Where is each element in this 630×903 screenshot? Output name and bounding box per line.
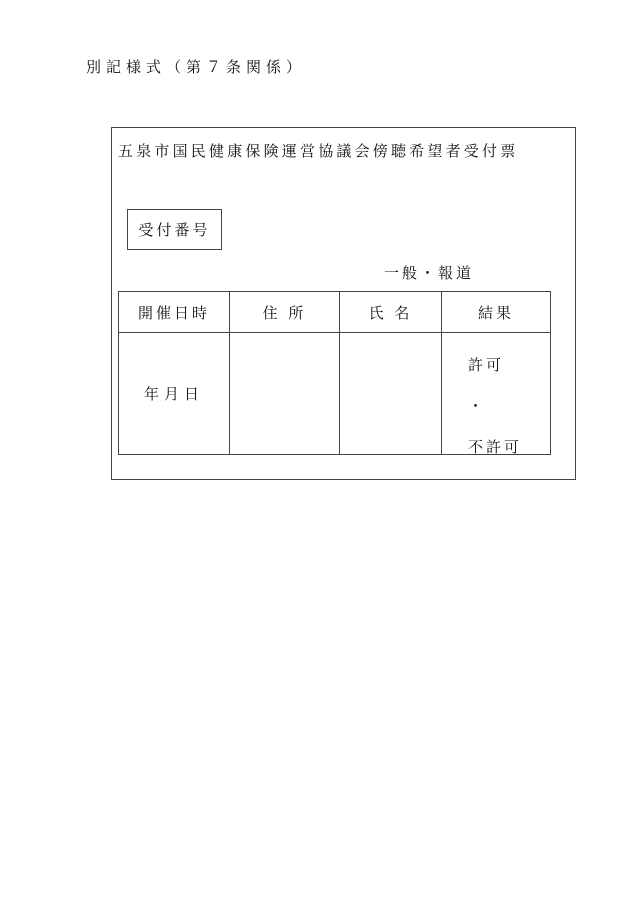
result-deny: 不許可 bbox=[468, 438, 523, 456]
table-row bbox=[119, 333, 551, 455]
ticket-title: 五泉市国民健康保険運営協議会傍聴希望者受付票 bbox=[118, 142, 519, 160]
header-date: 開催日時 bbox=[119, 292, 230, 333]
category-options: 一般・報道 bbox=[384, 264, 475, 282]
date-cell: 年月日 bbox=[119, 333, 230, 455]
form-label: 別記様式（第７条関係） bbox=[86, 58, 307, 76]
result-separator: ・ bbox=[468, 397, 487, 415]
receipt-number-label: 受付番号 bbox=[138, 221, 211, 239]
result-permit: 許可 bbox=[468, 356, 505, 374]
entry-table bbox=[118, 291, 551, 455]
header-name: 氏 名 bbox=[340, 292, 442, 333]
header-result: 結果 bbox=[442, 292, 551, 333]
table-header-row bbox=[119, 292, 551, 333]
receipt-number-box bbox=[127, 209, 222, 250]
result-cell bbox=[442, 333, 551, 455]
header-address: 住 所 bbox=[230, 292, 340, 333]
address-cell bbox=[230, 333, 340, 455]
name-cell bbox=[340, 333, 442, 455]
